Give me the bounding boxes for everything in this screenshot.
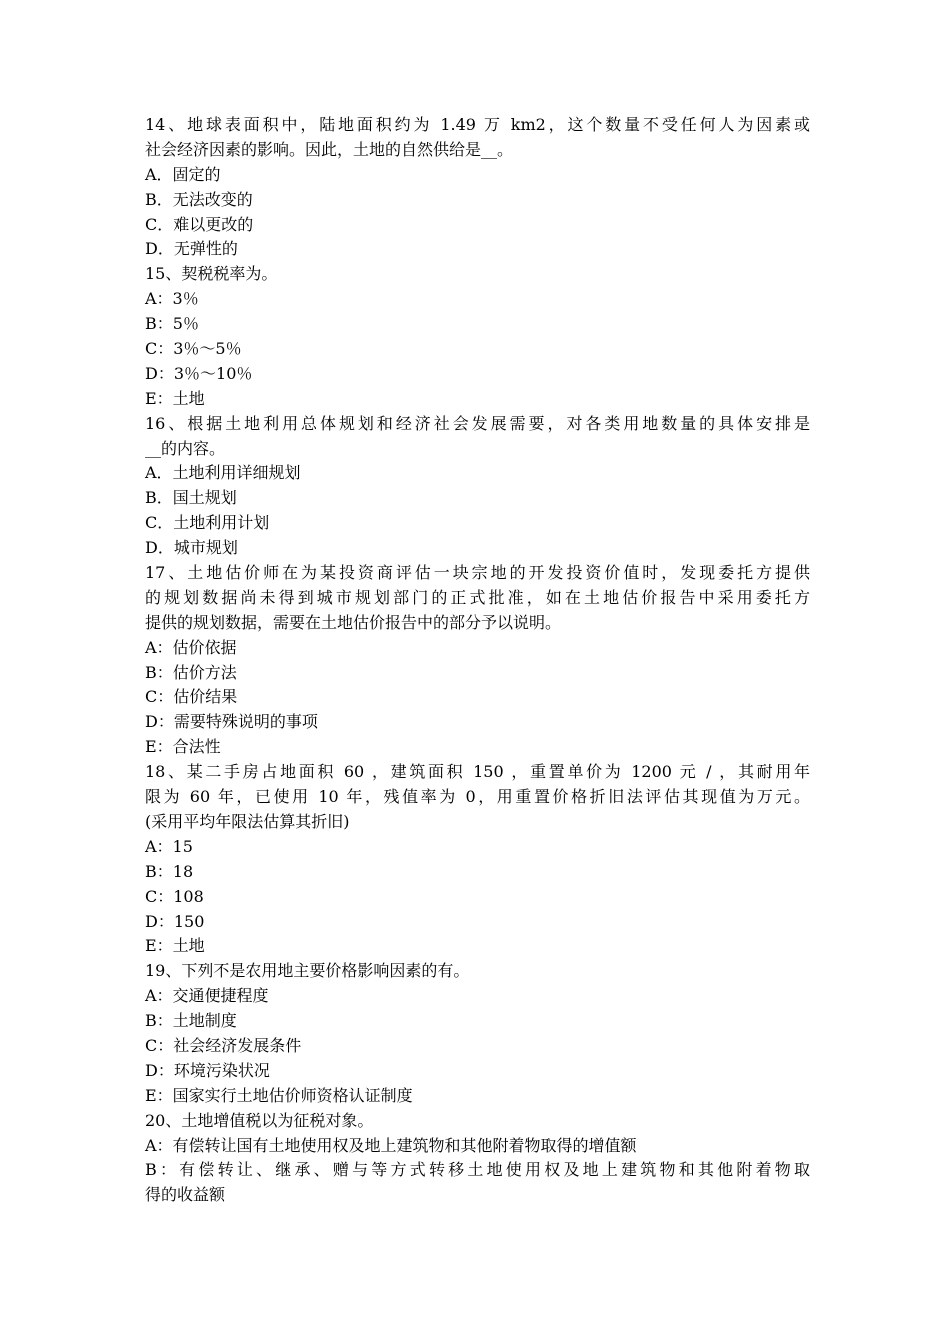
option-c: C：3％～5％ — [145, 339, 242, 359]
option-b: B：土地制度 — [145, 1011, 237, 1031]
option-b-continuation: 得的收益额 — [145, 1185, 226, 1205]
option-b: B．国土规划 — [145, 488, 237, 508]
option-c: C．难以更改的 — [145, 214, 254, 234]
question-stem-line: __的内容。 — [145, 438, 226, 458]
option-a: A：15 — [145, 836, 193, 856]
option-d: D．无弹性的 — [145, 239, 238, 259]
option-e: E：合法性 — [145, 737, 221, 757]
question-stem-line: 限为 60 年，已使用 10 年，残值率为 0，用重置价格折旧法评估其现值为万元。 — [145, 787, 810, 807]
option-b: B：估价方法 — [145, 662, 237, 682]
option-d: D：150 — [145, 911, 205, 931]
option-d: D：3％～10％ — [145, 363, 253, 383]
question-stem-line: 17、土地估价师在为某投资商评估一块宗地的开发投资价值时，发现委托方提供 — [145, 563, 810, 583]
option-a: A．土地利用详细规划 — [145, 463, 301, 483]
question-stem-line: 18、某二手房占地面积 60 ，建筑面积 150 ，重置单价为 1200 元 / ，其耐用年 — [145, 762, 810, 782]
option-c: C：估价结果 — [145, 687, 238, 707]
option-a: A：有偿转让国有土地使用权及地上建筑物和其他附着物取得的增值额 — [145, 1135, 637, 1155]
option-e: E：土地 — [145, 936, 205, 956]
option-b: B：有偿转让、继承、赠与等方式转移土地使用权及地上建筑物和其他附着物取 — [145, 1160, 810, 1180]
option-a: A：3％ — [145, 289, 199, 309]
option-e: E：国家实行土地估价师资格认证制度 — [145, 1085, 413, 1105]
option-a: A．固定的 — [145, 164, 221, 184]
option-c: C：108 — [145, 886, 204, 906]
option-a: A：估价依据 — [145, 637, 237, 657]
option-d: D．城市规划 — [145, 538, 238, 558]
option-a: A：交通便捷程度 — [145, 986, 269, 1006]
option-b: B：18 — [145, 861, 194, 881]
question-stem-line: 16、根据土地利用总体规划和经济社会发展需要，对各类用地数量的具体安排是 — [145, 413, 810, 433]
option-e: E：土地 — [145, 388, 205, 408]
question-stem-line: (采用平均年限法估算其折旧) — [145, 811, 350, 831]
question-stem-line: 提供的规划数据，需要在土地估价报告中的部分予以说明。 — [145, 612, 562, 632]
question-18 — [145, 760, 810, 959]
option-b: B：5％ — [145, 314, 199, 334]
question-stem-line: 20、土地增值税以为征税对象。 — [145, 1110, 374, 1130]
question-17 — [145, 561, 810, 760]
question-20 — [145, 1109, 810, 1209]
question-16 — [145, 412, 810, 561]
option-d: D：需要特殊说明的事项 — [145, 712, 318, 732]
option-c: C．土地利用计划 — [145, 513, 270, 533]
question-15 — [145, 262, 810, 411]
question-19 — [145, 959, 810, 1108]
question-stem-line: 19、下列不是农用地主要价格影响因素的有。 — [145, 961, 470, 981]
question-list — [145, 113, 810, 1208]
option-b: B．无法改变的 — [145, 189, 253, 209]
question-stem-line: 15、契税税率为。 — [145, 264, 278, 284]
option-c: C：社会经济发展条件 — [145, 1035, 302, 1055]
option-d: D：环境污染状况 — [145, 1060, 270, 1080]
question-stem-line: 社会经济因素的影响。因此，土地的自然供给是__。 — [145, 139, 514, 159]
question-stem-line: 14、地球表面积中，陆地面积约为 1.49 万 km2，这个数量不受任何人为因素或 — [145, 115, 810, 134]
question-14 — [145, 113, 810, 262]
question-stem-line: 的规划数据尚未得到城市规划部门的正式批准，如在土地估价报告中采用委托方 — [145, 587, 810, 607]
